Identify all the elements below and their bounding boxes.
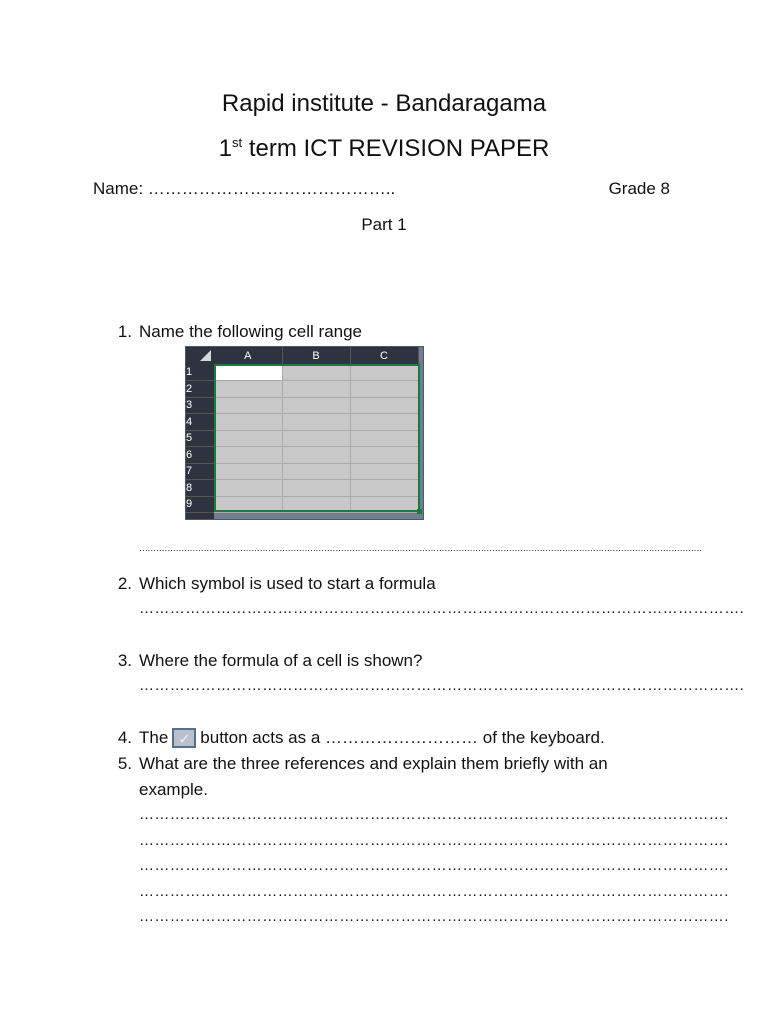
answer-line: …………………………………………………………………………………………………………………………………………………………………………………	[139, 543, 702, 553]
name-field: Name: ……………………………………..	[93, 179, 396, 198]
sheet-cell	[214, 480, 282, 497]
sheet-cell	[282, 430, 350, 447]
question-text: Where the formula of a cell is shown?	[139, 651, 423, 670]
sheet-cell	[214, 414, 282, 431]
term-superscript: st	[232, 135, 243, 150]
answer-line: …………………………………………………………………………………………………….	[139, 883, 729, 900]
sheet-cell	[214, 381, 282, 398]
sheet-row	[186, 447, 418, 464]
sheet-row	[186, 430, 418, 447]
sheet-row	[186, 381, 418, 398]
check-icon: ✓	[172, 728, 196, 748]
text-before: The	[139, 728, 169, 747]
question-text: Which symbol is used to start a formula	[139, 574, 436, 593]
sheet-row	[186, 397, 418, 414]
sheet-cell	[214, 447, 282, 464]
term-title-rest: term ICT REVISION PAPER	[242, 135, 550, 162]
sheet-row	[186, 414, 418, 431]
question-number: 4.	[117, 728, 132, 747]
select-all-corner-icon	[186, 347, 214, 364]
row-header: 5	[186, 430, 214, 447]
sheet-row	[186, 496, 418, 513]
sheet-cell	[282, 397, 350, 414]
row-header: 9	[186, 496, 214, 513]
sheet-cell	[214, 430, 282, 447]
answer-line: ……………………………………………………………………………………………………….	[139, 677, 745, 694]
question-text	[139, 726, 605, 750]
institute-title: Rapid institute - Bandaragama	[221, 90, 547, 117]
row-header: 7	[186, 463, 214, 480]
column-header-row	[186, 347, 418, 364]
sheet-cell	[282, 447, 350, 464]
column-header: C	[350, 347, 418, 364]
sheet-cell	[350, 364, 418, 381]
spreadsheet-image	[185, 346, 424, 520]
sheet-cell	[350, 480, 418, 497]
paper-title	[0, 135, 768, 163]
question-number: 5.	[117, 754, 132, 773]
question-number: 3.	[117, 651, 132, 670]
sheet-cell	[350, 381, 418, 398]
grade-label: Grade 8	[608, 179, 670, 198]
row-header: 6	[186, 447, 214, 464]
sheet-cell	[214, 397, 282, 414]
fill-handle	[417, 509, 422, 514]
answer-line: …………………………………………………………………………………………………….	[139, 832, 729, 849]
question-text: Name the following cell range	[139, 322, 363, 341]
column-header: B	[282, 347, 350, 364]
sheet-cell	[282, 496, 350, 513]
answer-line: …………………………………………………………………………………………………….	[139, 908, 729, 925]
sheet-cell	[282, 381, 350, 398]
sheet-cell	[350, 397, 418, 414]
sheet-cell	[214, 364, 282, 381]
row-header: 3	[186, 397, 214, 414]
answer-line: …………………………………………………………………………………………………….	[139, 806, 729, 823]
question-number: 1.	[117, 322, 132, 341]
row-header: 1	[186, 364, 214, 381]
sheet-cell	[214, 463, 282, 480]
sheet-cell	[282, 463, 350, 480]
sheet-cell	[350, 414, 418, 431]
row-header: 4	[186, 414, 214, 431]
sheet-cell	[282, 480, 350, 497]
answer-line: ……………………………………………………………………………………………………….	[139, 600, 745, 617]
question-number: 2.	[117, 574, 132, 593]
sheet-cell	[282, 414, 350, 431]
sheet-cell	[350, 496, 418, 513]
sheet-cell	[350, 463, 418, 480]
sheet-row	[186, 463, 418, 480]
sheet-row	[186, 364, 418, 381]
question-text-line1: What are the three references and explain them briefly with an	[139, 754, 608, 773]
term-number: 1	[218, 135, 233, 162]
row-header-partial	[186, 513, 214, 519]
row-header: 2	[186, 381, 214, 398]
part-label: Part 1	[361, 215, 407, 234]
answer-line: …………………………………………………………………………………………………….	[139, 857, 729, 874]
sheet-cell	[350, 447, 418, 464]
row-header: 8	[186, 480, 214, 497]
sheet-cell	[214, 496, 282, 513]
sheet-cell	[350, 430, 418, 447]
spreadsheet-grid	[186, 347, 419, 513]
sheet-row	[186, 480, 418, 497]
sheet-cell	[282, 364, 350, 381]
question-text-line2: example.	[139, 780, 208, 799]
text-after: button acts as a ……………………… of the keyboard.	[200, 728, 605, 747]
column-header: A	[214, 347, 282, 364]
